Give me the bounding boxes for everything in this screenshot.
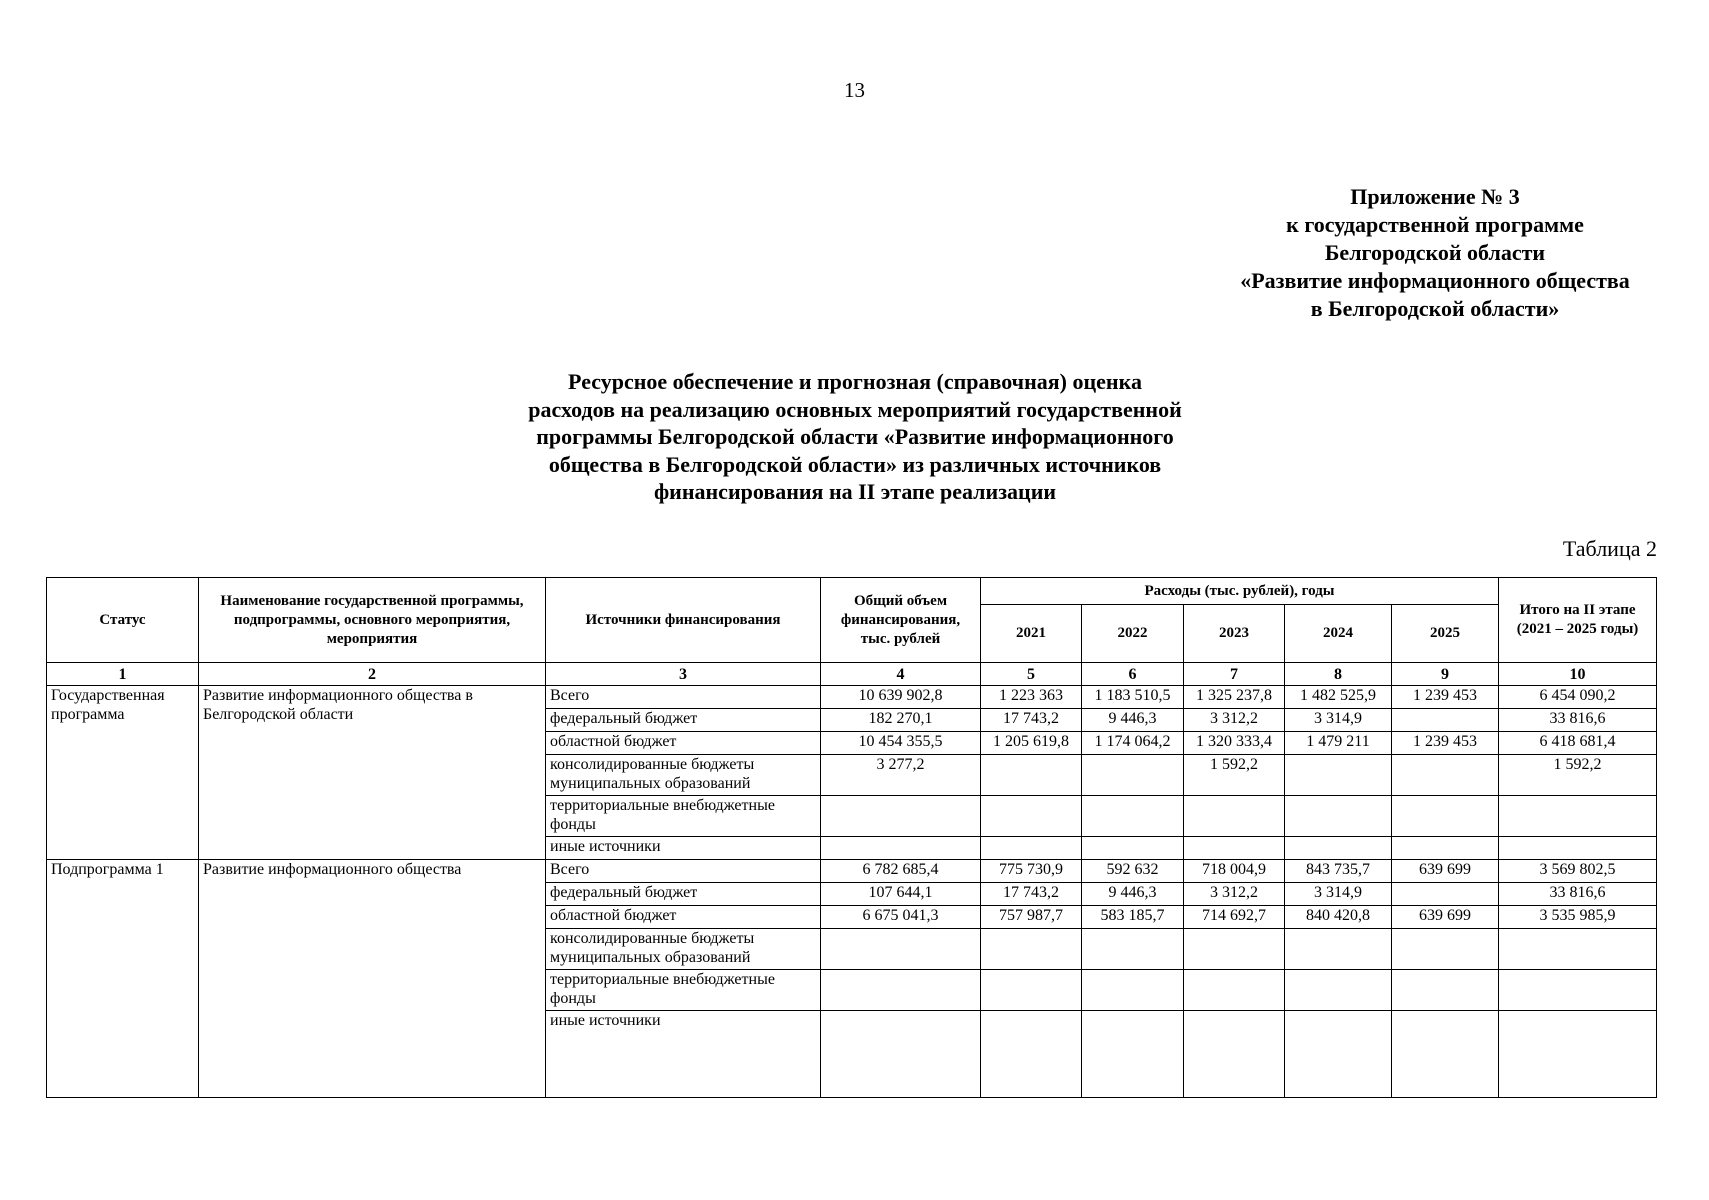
year-cell xyxy=(1184,970,1285,1011)
title-line: программы Белгородской области «Развитие информационного xyxy=(536,424,1174,449)
source-cell: областной бюджет xyxy=(546,906,821,929)
appendix-line: к государственной программе xyxy=(1286,212,1584,237)
name-cell: Развитие информационного общества в Белгородской области xyxy=(199,686,546,860)
table-row xyxy=(47,860,1657,883)
stage-total-cell: 6 418 681,4 xyxy=(1499,732,1657,755)
total-cell: 6 782 685,4 xyxy=(821,860,981,883)
header-year: 2024 xyxy=(1285,605,1392,663)
year-cell: 843 735,7 xyxy=(1285,860,1392,883)
year-cell: 1 325 237,8 xyxy=(1184,686,1285,709)
year-cell: 3 312,2 xyxy=(1184,883,1285,906)
stage-total-cell xyxy=(1499,1011,1657,1098)
title-line: расходов на реализацию основных мероприятий государственной xyxy=(528,396,1182,422)
header-source: Источники финансирования xyxy=(546,578,821,663)
year-cell xyxy=(1285,929,1392,970)
appendix-line: в Белгородской области» xyxy=(1310,296,1560,321)
document-title xyxy=(420,368,1290,506)
year-cell: 583 185,7 xyxy=(1082,906,1184,929)
year-cell xyxy=(1392,1011,1499,1098)
total-cell xyxy=(821,796,981,837)
year-cell: 1 239 453 xyxy=(1392,686,1499,709)
source-cell: консолидированные бюджеты муниципальных образований xyxy=(546,755,821,796)
title-line: финансирования на II этапе реализации xyxy=(653,479,1057,504)
year-cell xyxy=(1082,1011,1184,1098)
appendix-block xyxy=(1200,183,1670,323)
year-cell xyxy=(1184,929,1285,970)
total-cell: 182 270,1 xyxy=(821,709,981,732)
year-cell: 1 479 211 xyxy=(1285,732,1392,755)
appendix-line: Приложение № 3 xyxy=(1350,184,1520,209)
year-cell: 592 632 xyxy=(1082,860,1184,883)
column-number: 7 xyxy=(1184,663,1285,686)
stage-total-cell: 1 592,2 xyxy=(1499,755,1657,796)
total-cell xyxy=(821,929,981,970)
header-year: 2021 xyxy=(981,605,1082,663)
year-cell xyxy=(1082,929,1184,970)
name-cell: Развитие информационного общества xyxy=(199,860,546,1098)
stage-total-cell xyxy=(1499,837,1657,860)
stage-total-cell: 6 454 090,2 xyxy=(1499,686,1657,709)
source-cell: Всего xyxy=(546,686,821,709)
stage-total-cell: 33 816,6 xyxy=(1499,883,1657,906)
source-cell: областной бюджет xyxy=(546,732,821,755)
title-line: общества в Белгородской области» из различных источников xyxy=(548,451,1162,477)
total-cell: 10 454 355,5 xyxy=(821,732,981,755)
year-cell: 1 183 510,5 xyxy=(1082,686,1184,709)
year-cell: 1 482 525,9 xyxy=(1285,686,1392,709)
appendix-line: «Развитие информационного общества xyxy=(1240,268,1630,293)
header-name: Наименование государственной программы, подпрограммы, основного мероприятия, мероприятия xyxy=(199,578,546,663)
stage-total-cell xyxy=(1499,929,1657,970)
year-cell xyxy=(1392,970,1499,1011)
year-cell: 1 223 363 xyxy=(981,686,1082,709)
year-cell: 840 420,8 xyxy=(1285,906,1392,929)
column-number: 2 xyxy=(199,663,546,686)
header-total: Общий объем финансирования, тыс. рублей xyxy=(821,578,981,663)
year-cell xyxy=(1184,1011,1285,1098)
year-cell xyxy=(1285,755,1392,796)
year-cell: 718 004,9 xyxy=(1184,860,1285,883)
table-label: Таблица 2 xyxy=(1562,536,1657,561)
total-cell: 6 675 041,3 xyxy=(821,906,981,929)
appendix-line: Белгородской области xyxy=(1324,240,1546,265)
year-cell: 639 699 xyxy=(1392,860,1499,883)
source-cell: Всего xyxy=(546,860,821,883)
year-cell xyxy=(1392,883,1499,906)
year-cell: 3 314,9 xyxy=(1285,709,1392,732)
column-number: 1 xyxy=(47,663,199,686)
year-cell xyxy=(1392,709,1499,732)
title-line: Ресурсное обеспечение и прогнозная (справочная) оценка xyxy=(568,369,1142,394)
header-year: 2025 xyxy=(1392,605,1499,663)
year-cell: 639 699 xyxy=(1392,906,1499,929)
year-cell: 775 730,9 xyxy=(981,860,1082,883)
year-cell xyxy=(1285,1011,1392,1098)
year-cell xyxy=(1392,796,1499,837)
source-cell: иные источники xyxy=(546,1011,821,1098)
year-cell: 9 446,3 xyxy=(1082,709,1184,732)
source-cell: территориальные внебюджетные фонды xyxy=(546,796,821,837)
table-row xyxy=(47,686,1657,709)
stage-total-cell: 3 535 985,9 xyxy=(1499,906,1657,929)
source-cell: консолидированные бюджеты муниципальных образований xyxy=(546,929,821,970)
year-cell xyxy=(1392,929,1499,970)
year-cell: 17 743,2 xyxy=(981,883,1082,906)
status-cell: Подпрограмма 1 xyxy=(47,860,199,1098)
year-cell: 1 205 619,8 xyxy=(981,732,1082,755)
year-cell: 1 174 064,2 xyxy=(1082,732,1184,755)
status-cell: Государственная программа xyxy=(47,686,199,860)
stage-total-cell xyxy=(1499,970,1657,1011)
header-year: 2022 xyxy=(1082,605,1184,663)
year-cell xyxy=(981,1011,1082,1098)
year-cell xyxy=(1082,837,1184,860)
year-cell: 1 239 453 xyxy=(1392,732,1499,755)
column-number: 10 xyxy=(1499,663,1657,686)
source-cell: федеральный бюджет xyxy=(546,709,821,732)
year-cell xyxy=(1184,796,1285,837)
total-cell xyxy=(821,1011,981,1098)
header-year: 2023 xyxy=(1184,605,1285,663)
total-cell xyxy=(821,837,981,860)
total-cell: 10 639 902,8 xyxy=(821,686,981,709)
year-cell xyxy=(1285,837,1392,860)
year-cell xyxy=(981,929,1082,970)
year-cell xyxy=(981,796,1082,837)
year-cell xyxy=(1285,970,1392,1011)
year-cell: 1 592,2 xyxy=(1184,755,1285,796)
table-header xyxy=(47,578,1657,686)
column-number: 5 xyxy=(981,663,1082,686)
year-cell xyxy=(981,970,1082,1011)
year-cell: 3 312,2 xyxy=(1184,709,1285,732)
total-cell xyxy=(821,970,981,1011)
table-body xyxy=(47,686,1657,1098)
year-cell: 9 446,3 xyxy=(1082,883,1184,906)
total-cell: 107 644,1 xyxy=(821,883,981,906)
header-stage-total: Итого на II этапе (2021 – 2025 годы) xyxy=(1499,578,1657,663)
stage-total-cell: 3 569 802,5 xyxy=(1499,860,1657,883)
year-cell xyxy=(1082,755,1184,796)
header-status: Статус xyxy=(47,578,199,663)
year-cell: 3 314,9 xyxy=(1285,883,1392,906)
year-cell: 757 987,7 xyxy=(981,906,1082,929)
source-cell: иные источники xyxy=(546,837,821,860)
column-number: 9 xyxy=(1392,663,1499,686)
stage-total-cell: 33 816,6 xyxy=(1499,709,1657,732)
year-cell: 714 692,7 xyxy=(1184,906,1285,929)
stage-total-cell xyxy=(1499,796,1657,837)
year-cell xyxy=(981,755,1082,796)
source-cell: федеральный бюджет xyxy=(546,883,821,906)
source-cell: территориальные внебюджетные фонды xyxy=(546,970,821,1011)
header-expenses: Расходы (тыс. рублей), годы xyxy=(981,578,1499,605)
total-cell: 3 277,2 xyxy=(821,755,981,796)
year-cell xyxy=(981,837,1082,860)
year-cell xyxy=(1392,837,1499,860)
year-cell: 17 743,2 xyxy=(981,709,1082,732)
financing-table xyxy=(46,577,1657,1098)
year-cell xyxy=(1285,796,1392,837)
page-number: 13 xyxy=(844,78,865,102)
year-cell xyxy=(1184,837,1285,860)
year-cell xyxy=(1392,755,1499,796)
column-number: 8 xyxy=(1285,663,1392,686)
year-cell xyxy=(1082,970,1184,1011)
year-cell: 1 320 333,4 xyxy=(1184,732,1285,755)
year-cell xyxy=(1082,796,1184,837)
column-number: 4 xyxy=(821,663,981,686)
column-number: 6 xyxy=(1082,663,1184,686)
column-number: 3 xyxy=(546,663,821,686)
